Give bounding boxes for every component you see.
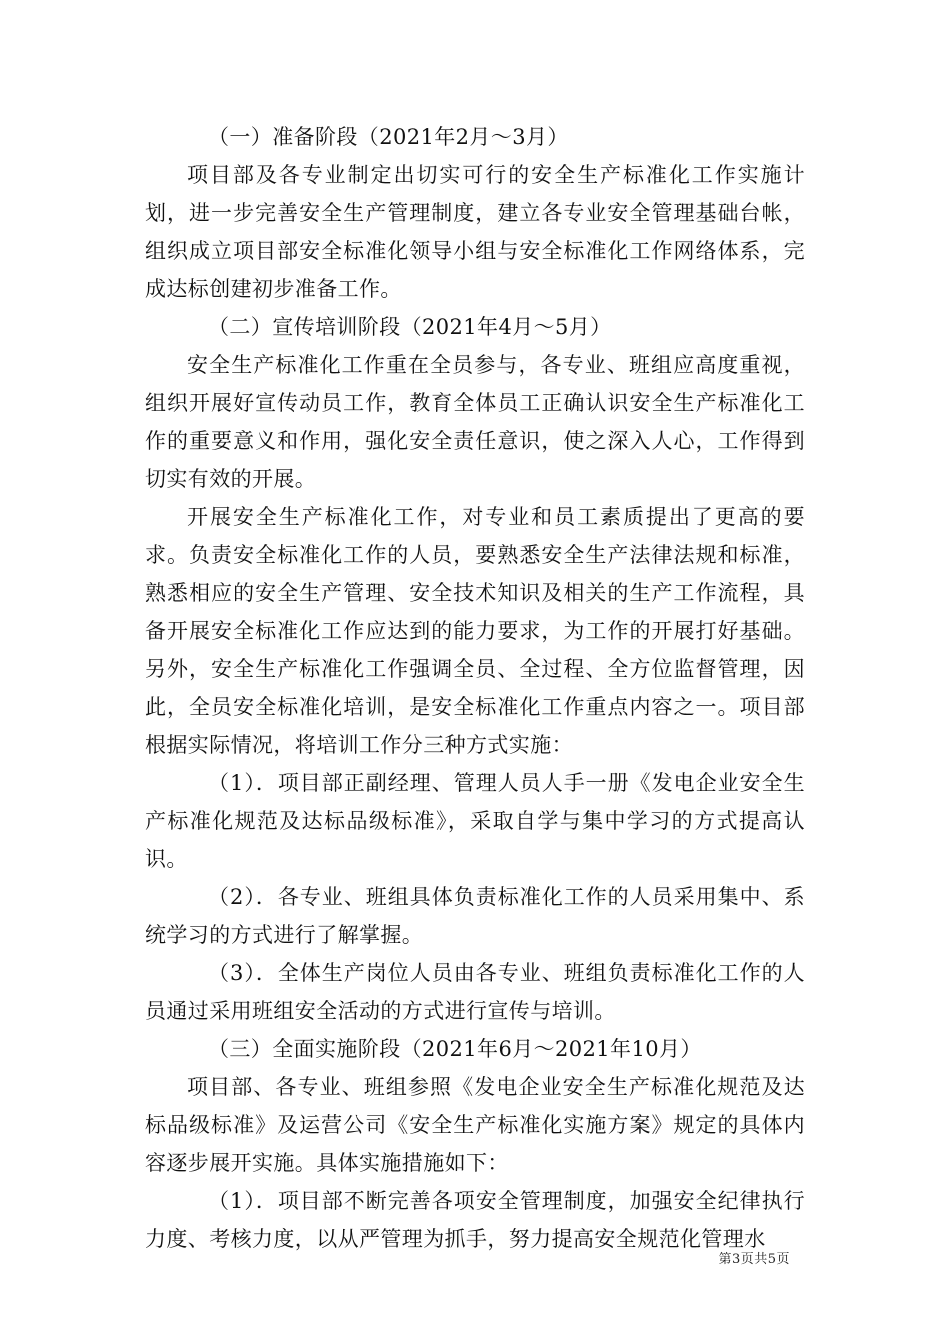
page-number: 第3页共5页 xyxy=(718,1252,790,1267)
paragraph-training-intro: 安全生产标准化工作重在全员参与，各专业、班组应高度重视，组织开展好宣传动员工作，教育全体员工正确认识安全生产标准化工作的重要意义和作用，强化安全责任意识，使之深入人心，工作得到切实有效的开展。 xyxy=(145,353,805,491)
document-body xyxy=(145,118,805,1258)
paragraph-preparation: 项目部及各专业制定出切实可行的安全生产标准化工作实施计划，进一步完善安全生产管理制度，建立各专业安全管理基础台帐，组织成立项目部安全标准化领导小组与安全标准化工作网络体系，完成达标创建初步准备工作。 xyxy=(145,163,805,301)
list-item-training-2: （2）．各专业、班组具体负责标准化工作的人员采用集中、系统学习的方式进行了解掌握。 xyxy=(145,885,805,947)
paragraph-implementation: 项目部、各专业、班组参照《发电企业安全生产标准化规范及达标品级标准》及运营公司《安全生产标准化实施方案》规定的具体内容逐步展开实施。具体实施措施如下： xyxy=(145,1075,805,1175)
section-heading-implementation: （三）全面实施阶段（2021年6月～2021年10月） xyxy=(208,1037,702,1061)
section-heading-training: （二）宣传培训阶段（2021年4月～5月） xyxy=(208,315,612,339)
list-item-training-1: （1）．项目部正副经理、管理人员人手一册《发电企业安全生产标准化规范及达标品级标准》，采取自学与集中学习的方式提高认识。 xyxy=(145,771,805,871)
list-item-training-3: （3）．全体生产岗位人员由各专业、班组负责标准化工作的人员通过采用班组安全活动的方式进行宣传与培训。 xyxy=(145,961,805,1023)
section-heading-preparation: （一）准备阶段（2021年2月～3月） xyxy=(208,125,569,149)
list-item-implementation-1: （1）．项目部不断完善各项安全管理制度，加强安全纪律执行力度、考核力度，以从严管理为抓手，努力提高安全规范化管理水 xyxy=(145,1189,805,1251)
paragraph-training-requirements: 开展安全生产标准化工作，对专业和员工素质提出了更高的要求。负责安全标准化工作的人员，要熟悉安全生产法律法规和标准，熟悉相应的安全生产管理、安全技术知识及相关的生产工作流程，具备开展安全标准化工作应达到的能力要求，为工作的开展打好基础。另外，安全生产标准化工作强调全员、全过程、全方位监督管理，因此，全员安全标准化培训，是安全标准化工作重点内容之一。项目部根据实际情况，将培训工作分三种方式实施： xyxy=(145,505,805,757)
